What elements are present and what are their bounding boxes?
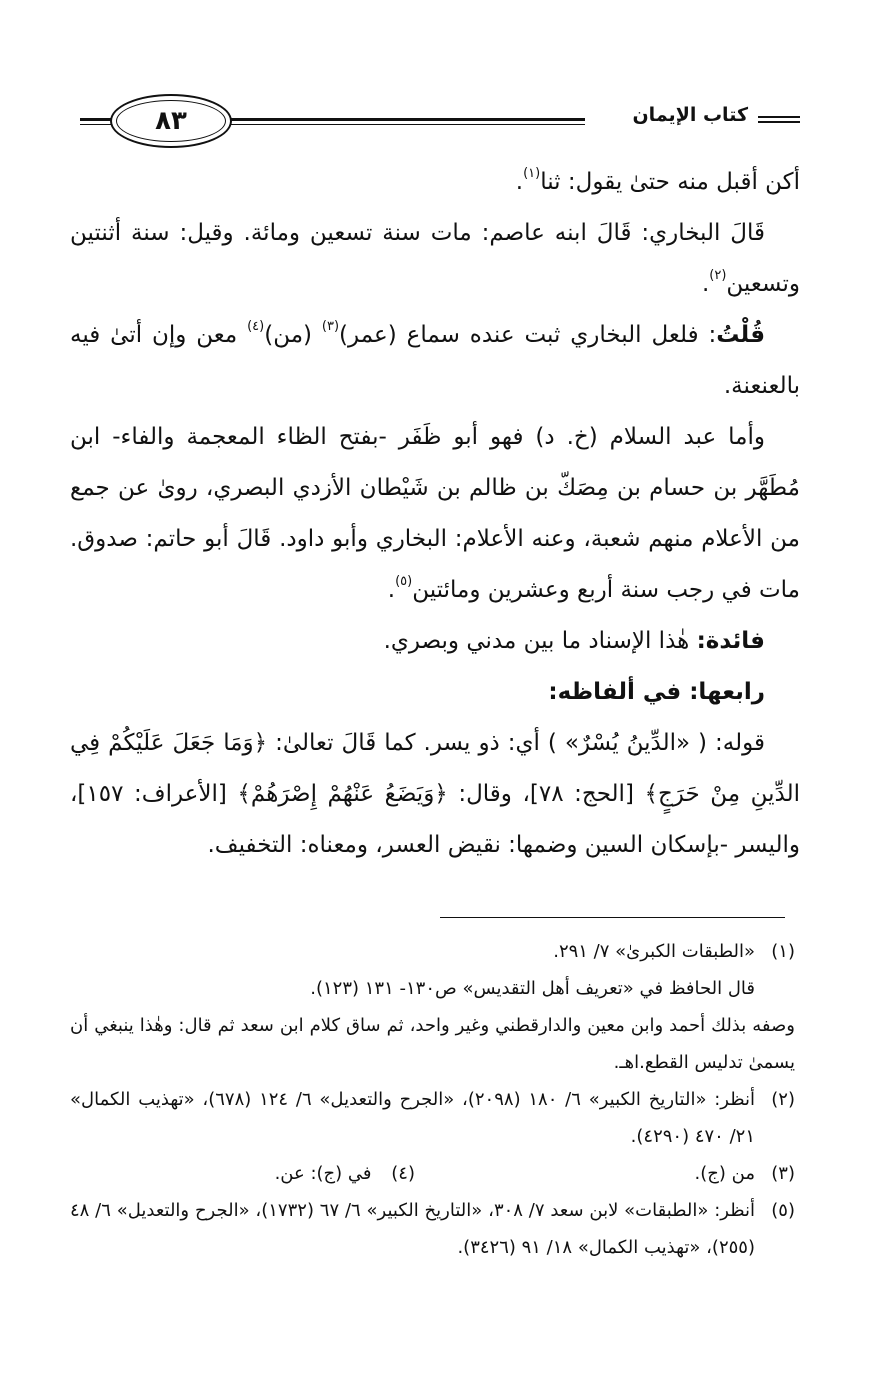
footnote-number: (٣) <box>771 1163 795 1184</box>
page-number: ٨٣ <box>155 106 187 136</box>
paragraph-text: . <box>387 577 396 603</box>
footnote-ref: (٥) <box>395 574 413 589</box>
paragraph <box>70 616 800 667</box>
paragraph-text: قُلْتُ <box>716 322 765 348</box>
paragraph-text: معن وإن أتىٰ فيه بالعنعنة. <box>70 322 800 399</box>
footnote <box>695 1155 795 1192</box>
paragraph-text: قَالَ البخاري: قَالَ ابنه عاصم: مات سنة تسعين ومائة. وقيل: سنة أثنتين وتسعين <box>70 220 800 297</box>
paragraph <box>70 157 800 208</box>
paragraph-text: . <box>701 271 710 297</box>
footnote-text: أنظر: «الطبقات» لابن سعد ٧/ ٣٠٨، «التاريخ الكبير» ٦/ ٦٧ (١٧٣٢)، «الجرح والتعديل» ٦/ ٤٨ (٢٥٥)، «تهذيب الكمال» ١٨/ ٩١ (٣٤٢٦). <box>70 1200 755 1258</box>
footnote-ref: (٤) <box>247 319 265 334</box>
footnote-text: في (ج): عن. <box>274 1163 372 1184</box>
footnote-text: أنظر: «التاريخ الكبير» ٦/ ١٨٠ (٢٠٩٨)، «الجرح والتعديل» ٦/ ١٢٤ (٦٧٨)، «تهذيب الكمال» ٢١/ ٤٧٠ (٤٢٩٠). <box>70 1089 756 1147</box>
paragraph-text: (من) <box>264 322 322 348</box>
paragraph <box>70 208 800 310</box>
footnote-text: من (ج). <box>694 1163 755 1184</box>
footnote-line: وصفه بذلك أحمد وابن معين والدارقطني وغير واحد، ثم ساق كلام ابن سعد ثم قال: وهٰذا ينبغي أن يسمىٰ تدليس القطع.اهـ. <box>70 1015 795 1073</box>
footnote-line: قال الحافظ في «تعريف أهل التقديس» ص١٣٠- ١٣١ (١٢٣). <box>310 978 755 999</box>
paragraph-text: هٰذا الإسناد ما بين مدني وبصري. <box>383 628 697 654</box>
paragraph-text: وأما عبد السلام (خ. د) فهو أبو ظَفَر -بفتح الظاء المعجمة والفاء- ابن مُطَهَّر بن حسام بن مِصَكّ بن ظالم بن شَيْطان الأزدي البصري، روىٰ عن جمع من الأعلام منهم شعبة، وعنه الأعلام: البخاري وأبو داود. قَالَ أبو حاتم: صدوق. مات في رجب سنة أربع وعشرين ومائتين <box>70 424 800 603</box>
footnote <box>70 1081 795 1155</box>
page-number-oval <box>110 94 232 148</box>
footnote-ref: (٢) <box>709 268 727 283</box>
footnote-row <box>70 1155 795 1192</box>
footnote-number: (٤) <box>391 1163 415 1184</box>
footnote-number: (٥) <box>771 1200 795 1221</box>
paragraph-text: : فلعل البخاري ثبت عنده سماع (عمر) <box>339 322 717 348</box>
footnote-line: «الطبقات الكبرىٰ» ٧/ ٢٩١. <box>553 941 755 962</box>
benefit-label: فائدة: <box>696 628 765 654</box>
footnote-ref: (١) <box>523 166 541 181</box>
paragraph-text: . <box>515 169 524 195</box>
footnote <box>70 933 795 1081</box>
footnote-number: (١) <box>771 941 795 962</box>
footnote <box>275 1155 415 1192</box>
footnote-number: (٢) <box>771 1089 795 1110</box>
book-title: كتاب الإيمان <box>622 104 748 126</box>
paragraph: قوله: ( «الدِّينُ يُسْرٌ» ) أي: ذو يسر. كما قَالَ تعالىٰ: ﴿وَمَا جَعَلَ عَلَيْكُمْ فِي الدِّينِ مِنْ حَرَجٍ﴾ [الحج: ٧٨]، وقال: ﴿وَيَضَعُ عَنْهُمْ إِصْرَهُمْ﴾ [الأعراف: ١٥٧]، واليسر -بإسكان السين وضمها: نقيض العسر، ومعناه: التخفيف. <box>70 730 800 858</box>
footnotes <box>70 933 795 1266</box>
paragraph <box>70 412 800 616</box>
section-heading: رابعها: في ألفاظه: <box>548 679 765 705</box>
page-header <box>70 90 800 150</box>
main-text <box>70 157 800 871</box>
paragraph <box>70 310 800 412</box>
footnote-separator <box>440 917 785 918</box>
paragraph-text: أكن أقبل منه حتىٰ يقول: ثنا <box>540 169 800 195</box>
title-ornament <box>758 116 800 126</box>
footnote <box>70 1192 795 1266</box>
footnote-ref: (٣) <box>321 319 340 334</box>
